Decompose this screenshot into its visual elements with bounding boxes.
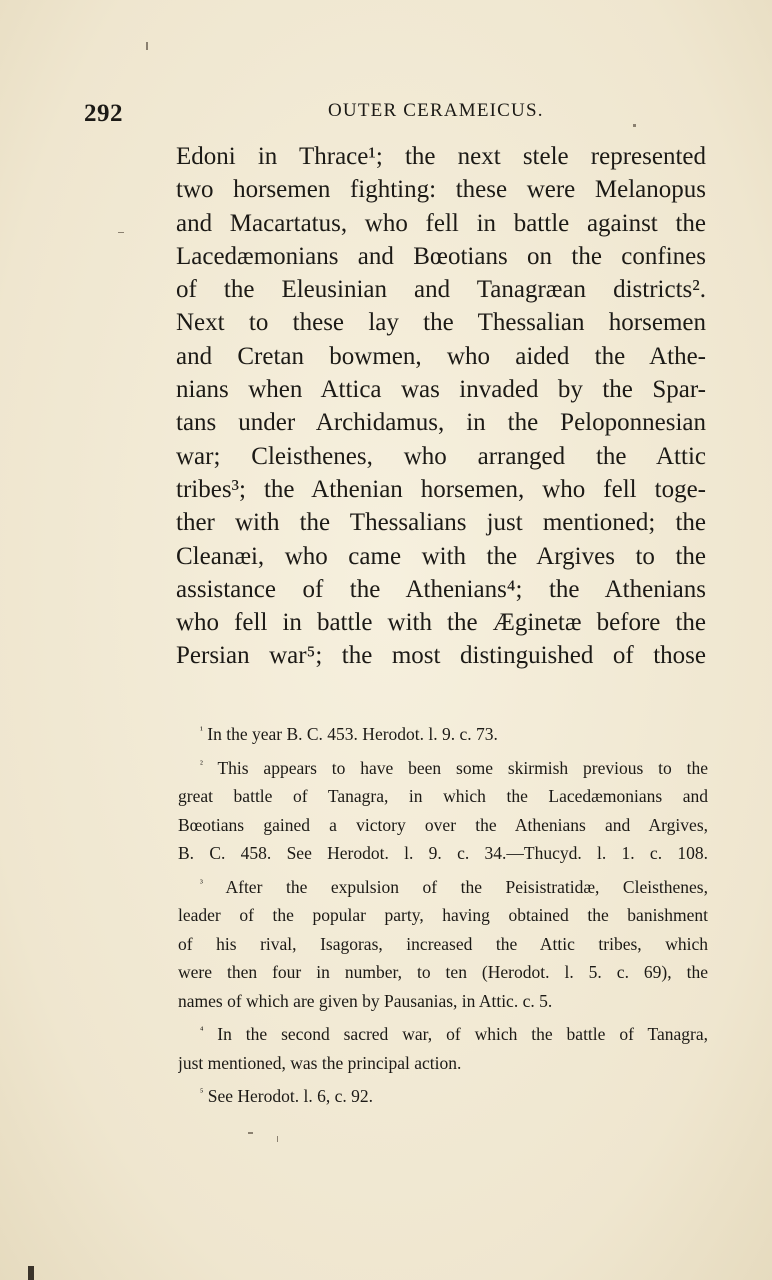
body-line: Lacedæmonians and Bœotians on the confines bbox=[176, 242, 706, 270]
footnote-line: names of which are given by Pausanias, in Attic. c. 5. bbox=[178, 990, 553, 1011]
body-line: assistance of the Athenians⁴; the Athenians bbox=[176, 575, 706, 603]
footnotes bbox=[178, 720, 708, 1111]
page-corner-mark bbox=[28, 1266, 34, 1280]
body-line: Edoni in Thrace¹; the next stele represented bbox=[176, 143, 706, 170]
paper-speck bbox=[146, 42, 148, 50]
paper-speck bbox=[633, 124, 636, 127]
body-line: ther with the Thessalians just mentioned; the bbox=[176, 509, 706, 537]
body-line: and Macartatus, who fell in battle against the bbox=[176, 209, 706, 237]
footnote-line bbox=[178, 754, 708, 783]
body-line: war; Cleisthenes, who arranged the Attic bbox=[176, 442, 706, 470]
body-line: Next to these lay the Thessalian horsemen bbox=[176, 309, 706, 337]
footnote-text: After the expulsion of the Peisistratidæ, Cleisthenes, bbox=[225, 876, 708, 897]
body-line: who fell in battle with the Æginetæ before the bbox=[176, 609, 706, 637]
body-line: Persian war⁵; the most distinguished of those bbox=[176, 642, 706, 670]
footnote-line: leader of the popular party, having obtained the banishment bbox=[178, 905, 708, 925]
footnote-marker: ⁴ bbox=[200, 1025, 204, 1037]
footnote-text: In the year B. C. 453. Herodot. l. 9. c. 73. bbox=[207, 724, 498, 744]
footnote-line: great battle of Tanagra, in which the Lacedæmonians and bbox=[178, 786, 708, 806]
body-line: two horsemen fighting: these were Melanopus bbox=[176, 176, 706, 204]
footnote-marker: ³ bbox=[200, 877, 203, 889]
paper-speck bbox=[118, 232, 124, 233]
body-line: tans under Archidamus, in the Peloponnesian bbox=[176, 409, 706, 437]
footnote-line: of his rival, Isagoras, increased the Attic tribes, which bbox=[178, 933, 708, 954]
footnote-line: just mentioned, was the principal action. bbox=[178, 1052, 462, 1073]
running-title: OUTER CERAMEICUS. bbox=[328, 100, 544, 121]
page-header bbox=[84, 100, 704, 132]
footnote-text: See Herodot. l. 6, c. 92. bbox=[207, 1086, 373, 1106]
footnote-line: B. C. 458. See Herodot. l. 9. c. 34.—Thucyd. l. 1. c. 108. bbox=[178, 843, 708, 863]
footnote-4 bbox=[178, 1020, 708, 1077]
paper-speck bbox=[248, 1132, 253, 1134]
footnote-1 bbox=[178, 720, 708, 749]
footnote-5 bbox=[178, 1082, 708, 1111]
footnote-2 bbox=[178, 754, 708, 868]
body-line: tribes³; the Athenian horsemen, who fell toge- bbox=[176, 475, 706, 503]
footnote-text: This appears to have been some skirmish previous to the bbox=[217, 757, 708, 778]
page-number: 292 bbox=[84, 100, 123, 127]
body-line: Cleanæi, who came with the Argives to the bbox=[176, 542, 706, 570]
body-line: of the Eleusinian and Tanagræan districts². bbox=[176, 276, 706, 304]
footnote-marker: ⁵ bbox=[200, 1087, 204, 1099]
footnote-line bbox=[178, 1082, 708, 1111]
footnote-text: In the second sacred war, of which the battle of Tanagra, bbox=[217, 1024, 708, 1044]
footnote-3 bbox=[178, 873, 708, 1016]
body-line: and Cretan bowmen, who aided the Athe- bbox=[176, 342, 706, 370]
footnote-line bbox=[178, 1020, 708, 1049]
paper-speck bbox=[277, 1136, 278, 1142]
footnote-line bbox=[178, 873, 708, 902]
body-text bbox=[176, 140, 706, 673]
footnote-line: Bœotians gained a victory over the Athenians and Argives, bbox=[178, 814, 708, 835]
footnote-line: were then four in number, to ten (Herodot. l. 5. c. 69), the bbox=[178, 962, 708, 982]
footnote-line bbox=[178, 720, 708, 749]
footnote-marker: ¹ bbox=[200, 725, 203, 737]
footnote-marker: ² bbox=[200, 758, 203, 770]
body-line: nians when Attica was invaded by the Spar- bbox=[176, 376, 706, 404]
